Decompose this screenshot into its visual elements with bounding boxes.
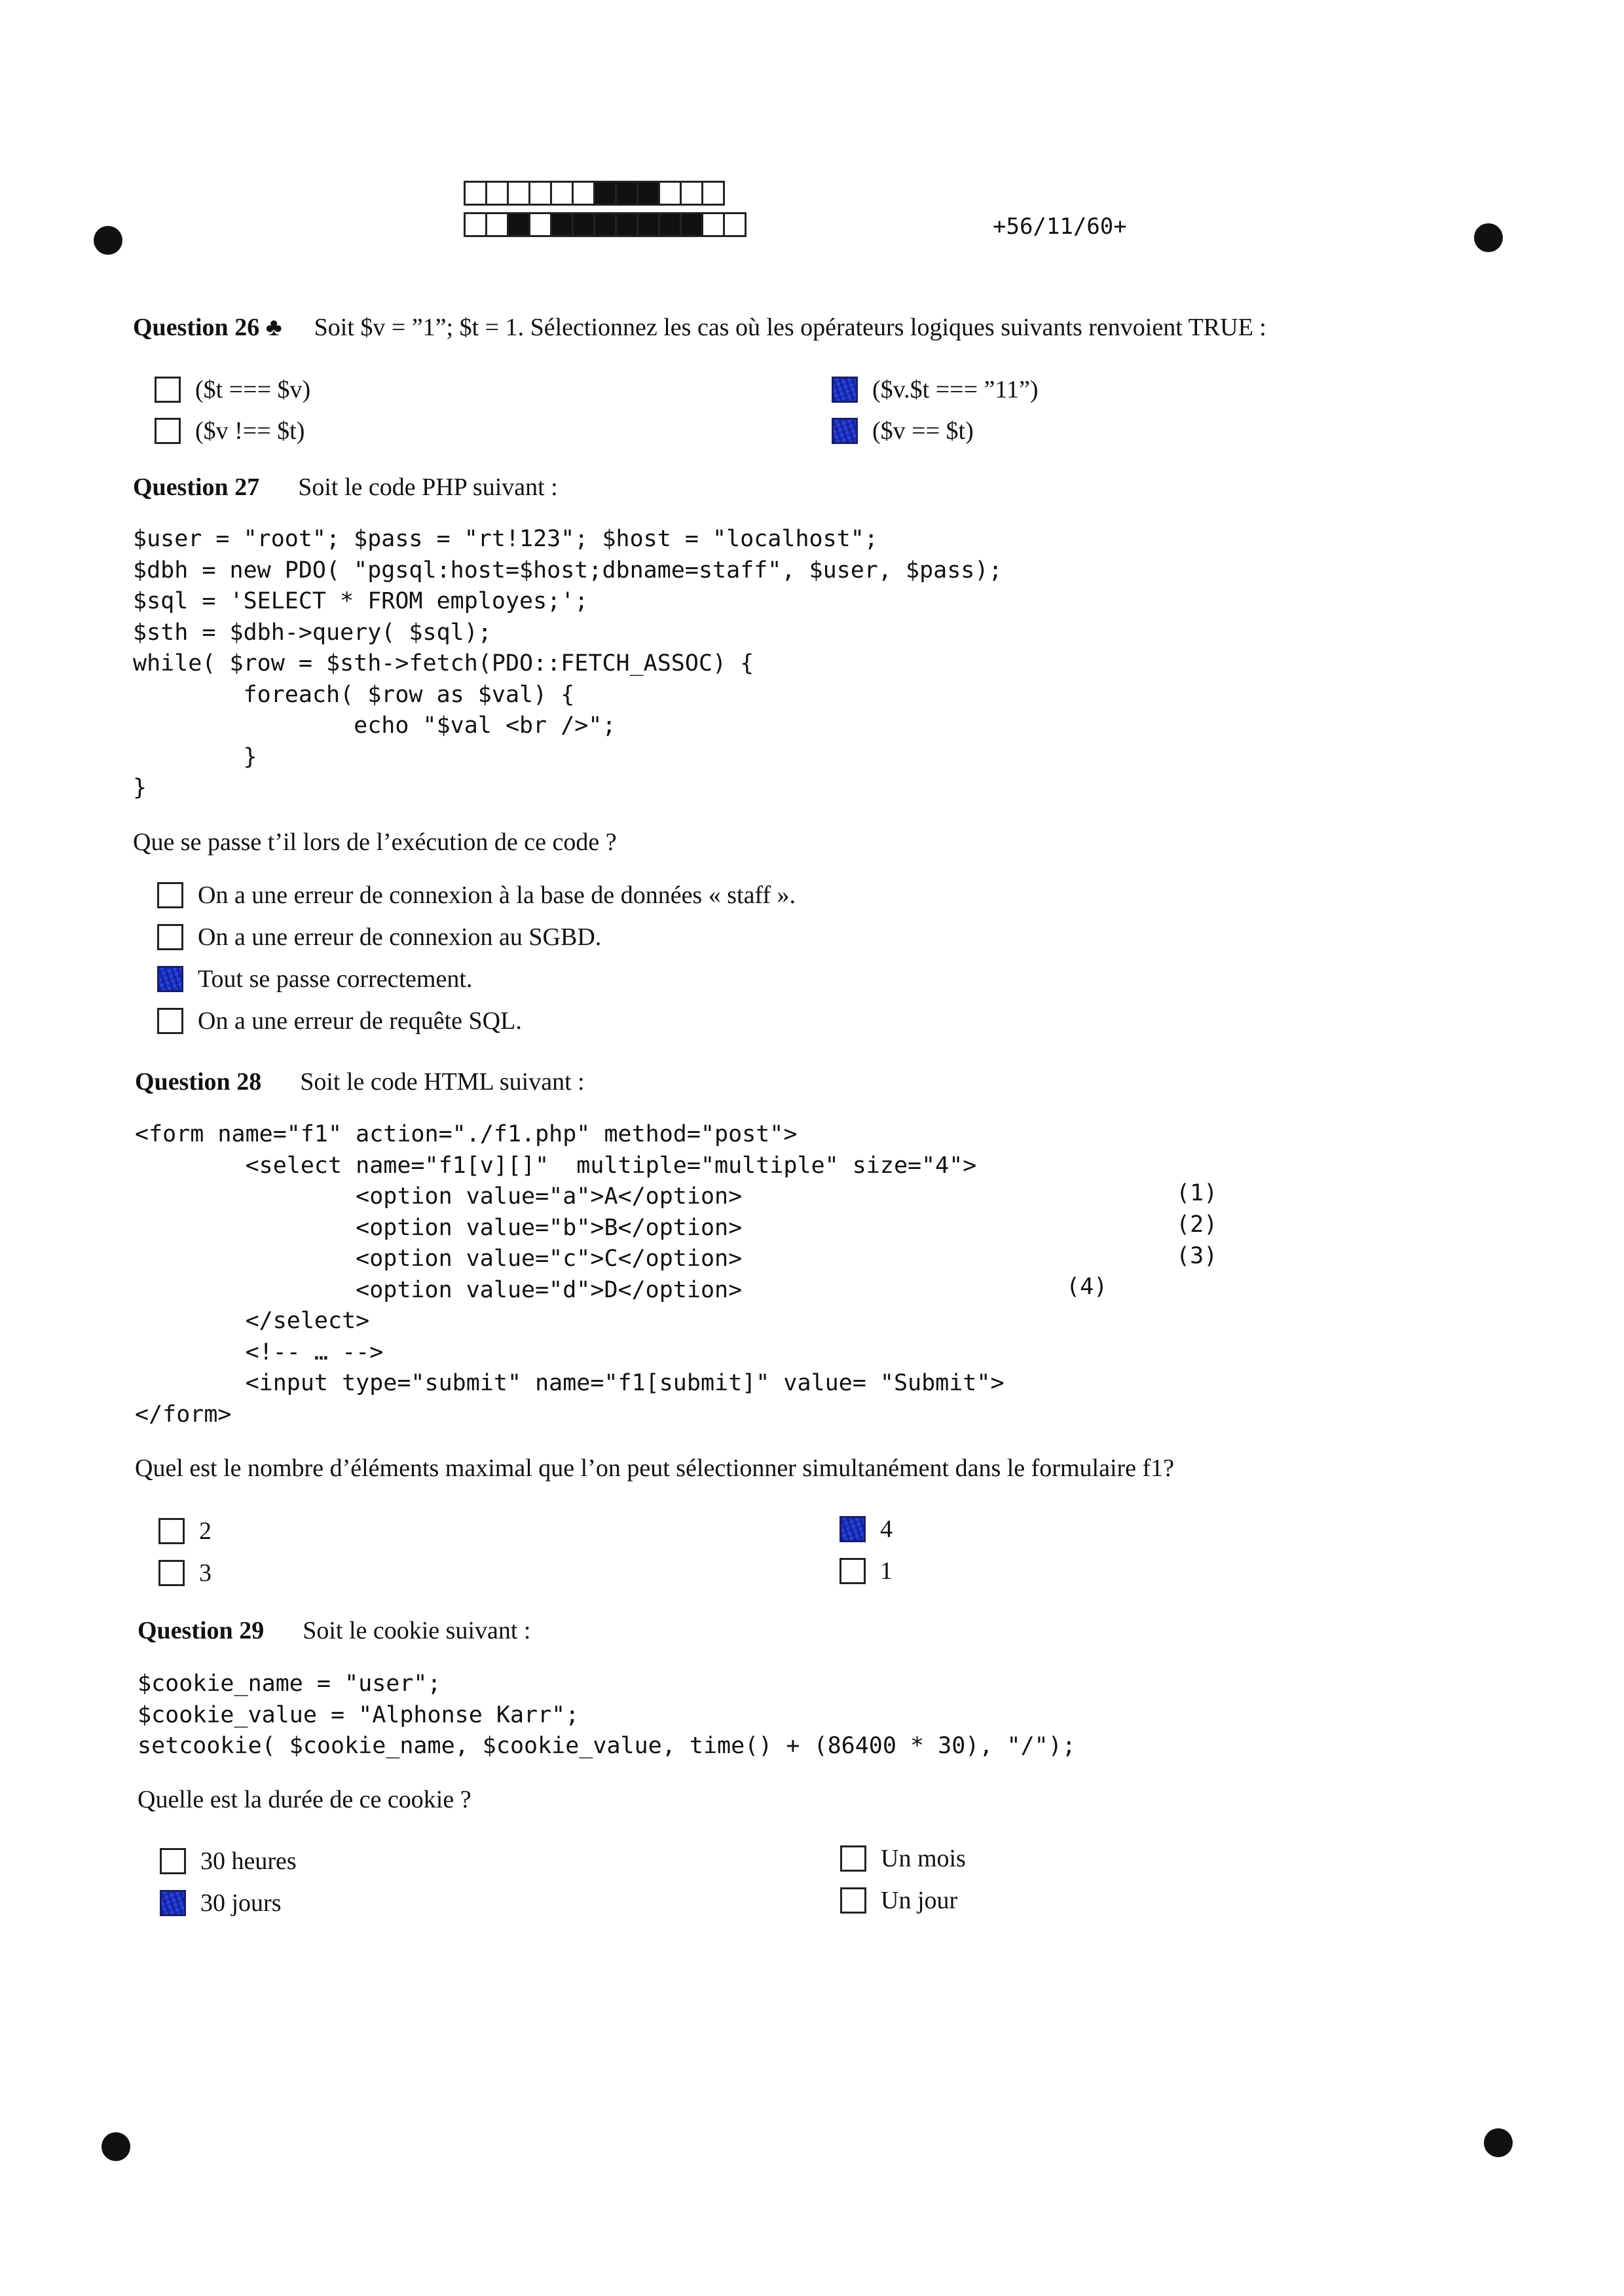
q29-php-code: $cookie_name = "user"; $cookie_value = "Alphonse Karr"; setcookie( $cookie_name, $cookie_value, time() + (86400 * 30), "/"); (138, 1671, 1076, 1759)
q26-option-label: ($v == $t) (872, 417, 974, 445)
q26-option-label: ($v.$t === ”11”) (872, 376, 1039, 403)
q27-checkbox-4[interactable] (157, 1008, 183, 1034)
id-grid-cell (528, 181, 552, 206)
q26-option-1[interactable] (155, 375, 310, 404)
q28-marker-3: (3) (1176, 1243, 1218, 1269)
id-grid-cell (507, 181, 530, 206)
question-27-label: Question 27 (133, 473, 260, 501)
q28-option-2[interactable] (158, 1559, 212, 1587)
q29-option-1[interactable] (160, 1847, 297, 1876)
q27-php-code: $user = "root"; $pass = "rt!123"; $host = "localhost"; $dbh = new PDO( "pgsql:host=$host;dbname=staff", $user, $pass); $sql = 'SELECT * FROM employes;'; $sth = $dbh->query( $sql); while( $row = $sth->fetch(PDO::FETCH_ASSOC) { foreach( $row as $val) { echo "$val <br />"; } } (133, 526, 1003, 801)
q26-option-4[interactable] (832, 417, 974, 445)
q27-option-label: Tout se passe correctement. (198, 965, 473, 993)
id-grid-cell (680, 181, 703, 206)
q28-option-label: 4 (880, 1515, 893, 1543)
q27-checkbox-3[interactable] (157, 966, 183, 992)
q27-question: Que se passe t’il lors de l’exécution de ce code ? (133, 828, 617, 856)
q28-checkbox-4[interactable] (840, 1558, 866, 1584)
q28-marker-2: (2) (1176, 1212, 1218, 1238)
id-grid-cell (637, 212, 660, 237)
q28-option-label: 3 (199, 1559, 212, 1587)
question-28-label: Question 28 (135, 1068, 262, 1096)
q26-option-2[interactable] (155, 417, 304, 445)
question-26-header (133, 313, 1266, 342)
q28-checkbox-3[interactable] (840, 1516, 866, 1542)
id-grid-cell (615, 212, 638, 237)
id-grid-cell (658, 181, 682, 206)
q27-option-4[interactable] (157, 1007, 522, 1035)
id-grid-cell (680, 212, 703, 237)
id-grid-cell (658, 212, 682, 237)
q27-option-2[interactable] (157, 923, 601, 952)
q26-checkbox-3[interactable] (832, 377, 858, 403)
q26-checkbox-1[interactable] (155, 377, 181, 403)
id-grid-cell (572, 181, 595, 206)
q28-question: Quel est le nombre d’éléments maximal que l’on peut sélectionner simultanément dans le formulaire f1? (135, 1454, 1175, 1482)
q28-checkbox-2[interactable] (158, 1560, 185, 1586)
question-29-header (138, 1616, 531, 1645)
q29-option-2[interactable] (160, 1889, 282, 1917)
question-27-text: Soit le code PHP suivant : (298, 473, 558, 501)
question-29-label: Question 29 (138, 1617, 265, 1644)
registration-mark-bottom-left (101, 2132, 130, 2161)
q26-checkbox-4[interactable] (832, 418, 858, 444)
q27-option-3[interactable] (157, 965, 472, 993)
id-grid-cell (637, 181, 660, 206)
q29-checkbox-3[interactable] (840, 1845, 866, 1872)
id-grid-cell (464, 212, 487, 237)
q28-checkbox-1[interactable] (158, 1518, 185, 1544)
id-grid-cell (723, 212, 747, 237)
q26-option-label: ($t === $v) (195, 376, 311, 403)
q29-option-label: Un mois (881, 1845, 966, 1872)
id-grid-cell (701, 212, 725, 237)
q29-checkbox-1[interactable] (160, 1848, 186, 1874)
id-grid-cell (485, 181, 509, 206)
page-id: +56/11/60+ (993, 213, 1127, 240)
question-28-header (135, 1067, 585, 1096)
id-grid-cell (572, 212, 595, 237)
question-26-label: Question 26 (133, 314, 260, 341)
q28-option-1[interactable] (158, 1517, 212, 1546)
multiple-answer-club-icon: ♣ (265, 314, 282, 341)
q27-option-label: On a une erreur de connexion à la base de données « staff ». (198, 881, 796, 909)
question-28-text: Soit le code HTML suivant : (300, 1068, 585, 1096)
id-grid-row-2 (464, 212, 745, 237)
id-grid-cell (615, 181, 638, 206)
q29-option-label: 30 jours (200, 1889, 282, 1917)
q28-option-label: 2 (199, 1517, 212, 1545)
q28-option-4[interactable] (840, 1557, 893, 1585)
id-grid-cell (593, 212, 617, 237)
q27-option-label: On a une erreur de requête SQL. (198, 1007, 522, 1035)
q27-checkbox-2[interactable] (157, 924, 183, 950)
q26-option-label: ($v !== $t) (195, 417, 305, 445)
id-grid-cell (485, 212, 509, 237)
q29-checkbox-2[interactable] (160, 1890, 186, 1916)
q28-marker-4: (4) (1066, 1274, 1108, 1300)
q29-question: Quelle est la durée de ce cookie ? (138, 1786, 471, 1813)
q29-option-label: 30 heures (200, 1847, 297, 1875)
question-27-header (133, 473, 558, 502)
registration-mark-top-right (1474, 223, 1503, 252)
question-29-text: Soit le cookie suivant : (303, 1617, 531, 1644)
id-grid-cell (550, 212, 574, 237)
id-grid-cell (593, 181, 617, 206)
q27-checkbox-1[interactable] (157, 882, 183, 908)
q29-option-label: Un jour (881, 1887, 958, 1914)
q29-option-4[interactable] (840, 1886, 957, 1915)
q27-option-1[interactable] (157, 881, 796, 910)
id-grid-cell (550, 181, 574, 206)
question-26-text: Soit $v = ”1”; $t = 1. Sélectionnez les cas où les opérateurs logiques suivants renvoient TRUE : (314, 314, 1266, 341)
q28-html-code: <form name="f1" action="./f1.php" method="post"> <select name="f1[v][]" multiple="multiple" size="4"> <option value="a">A</option> <option value="b">B</option> <option value="c">C</option> <option value="d">D</option> </select> <!-- … --> <input type="submit" name="f1[submit]" value= "Submit"> </form> (135, 1121, 1005, 1428)
id-grid-row-1 (464, 181, 723, 206)
q27-option-label: On a une erreur de connexion au SGBD. (198, 923, 602, 951)
id-grid-cell (701, 181, 725, 206)
q26-checkbox-2[interactable] (155, 418, 181, 444)
q28-option-label: 1 (880, 1557, 893, 1585)
q29-option-3[interactable] (840, 1844, 966, 1873)
id-grid-cell (507, 212, 530, 237)
q28-marker-1: (1) (1176, 1180, 1218, 1206)
registration-mark-bottom-right (1484, 2128, 1513, 2157)
q29-checkbox-4[interactable] (840, 1887, 866, 1914)
id-grid-cell (528, 212, 552, 237)
registration-mark-top-left (94, 226, 122, 255)
q26-option-3[interactable] (832, 375, 1039, 404)
q28-option-3[interactable] (840, 1515, 893, 1544)
id-grid-cell (464, 181, 487, 206)
